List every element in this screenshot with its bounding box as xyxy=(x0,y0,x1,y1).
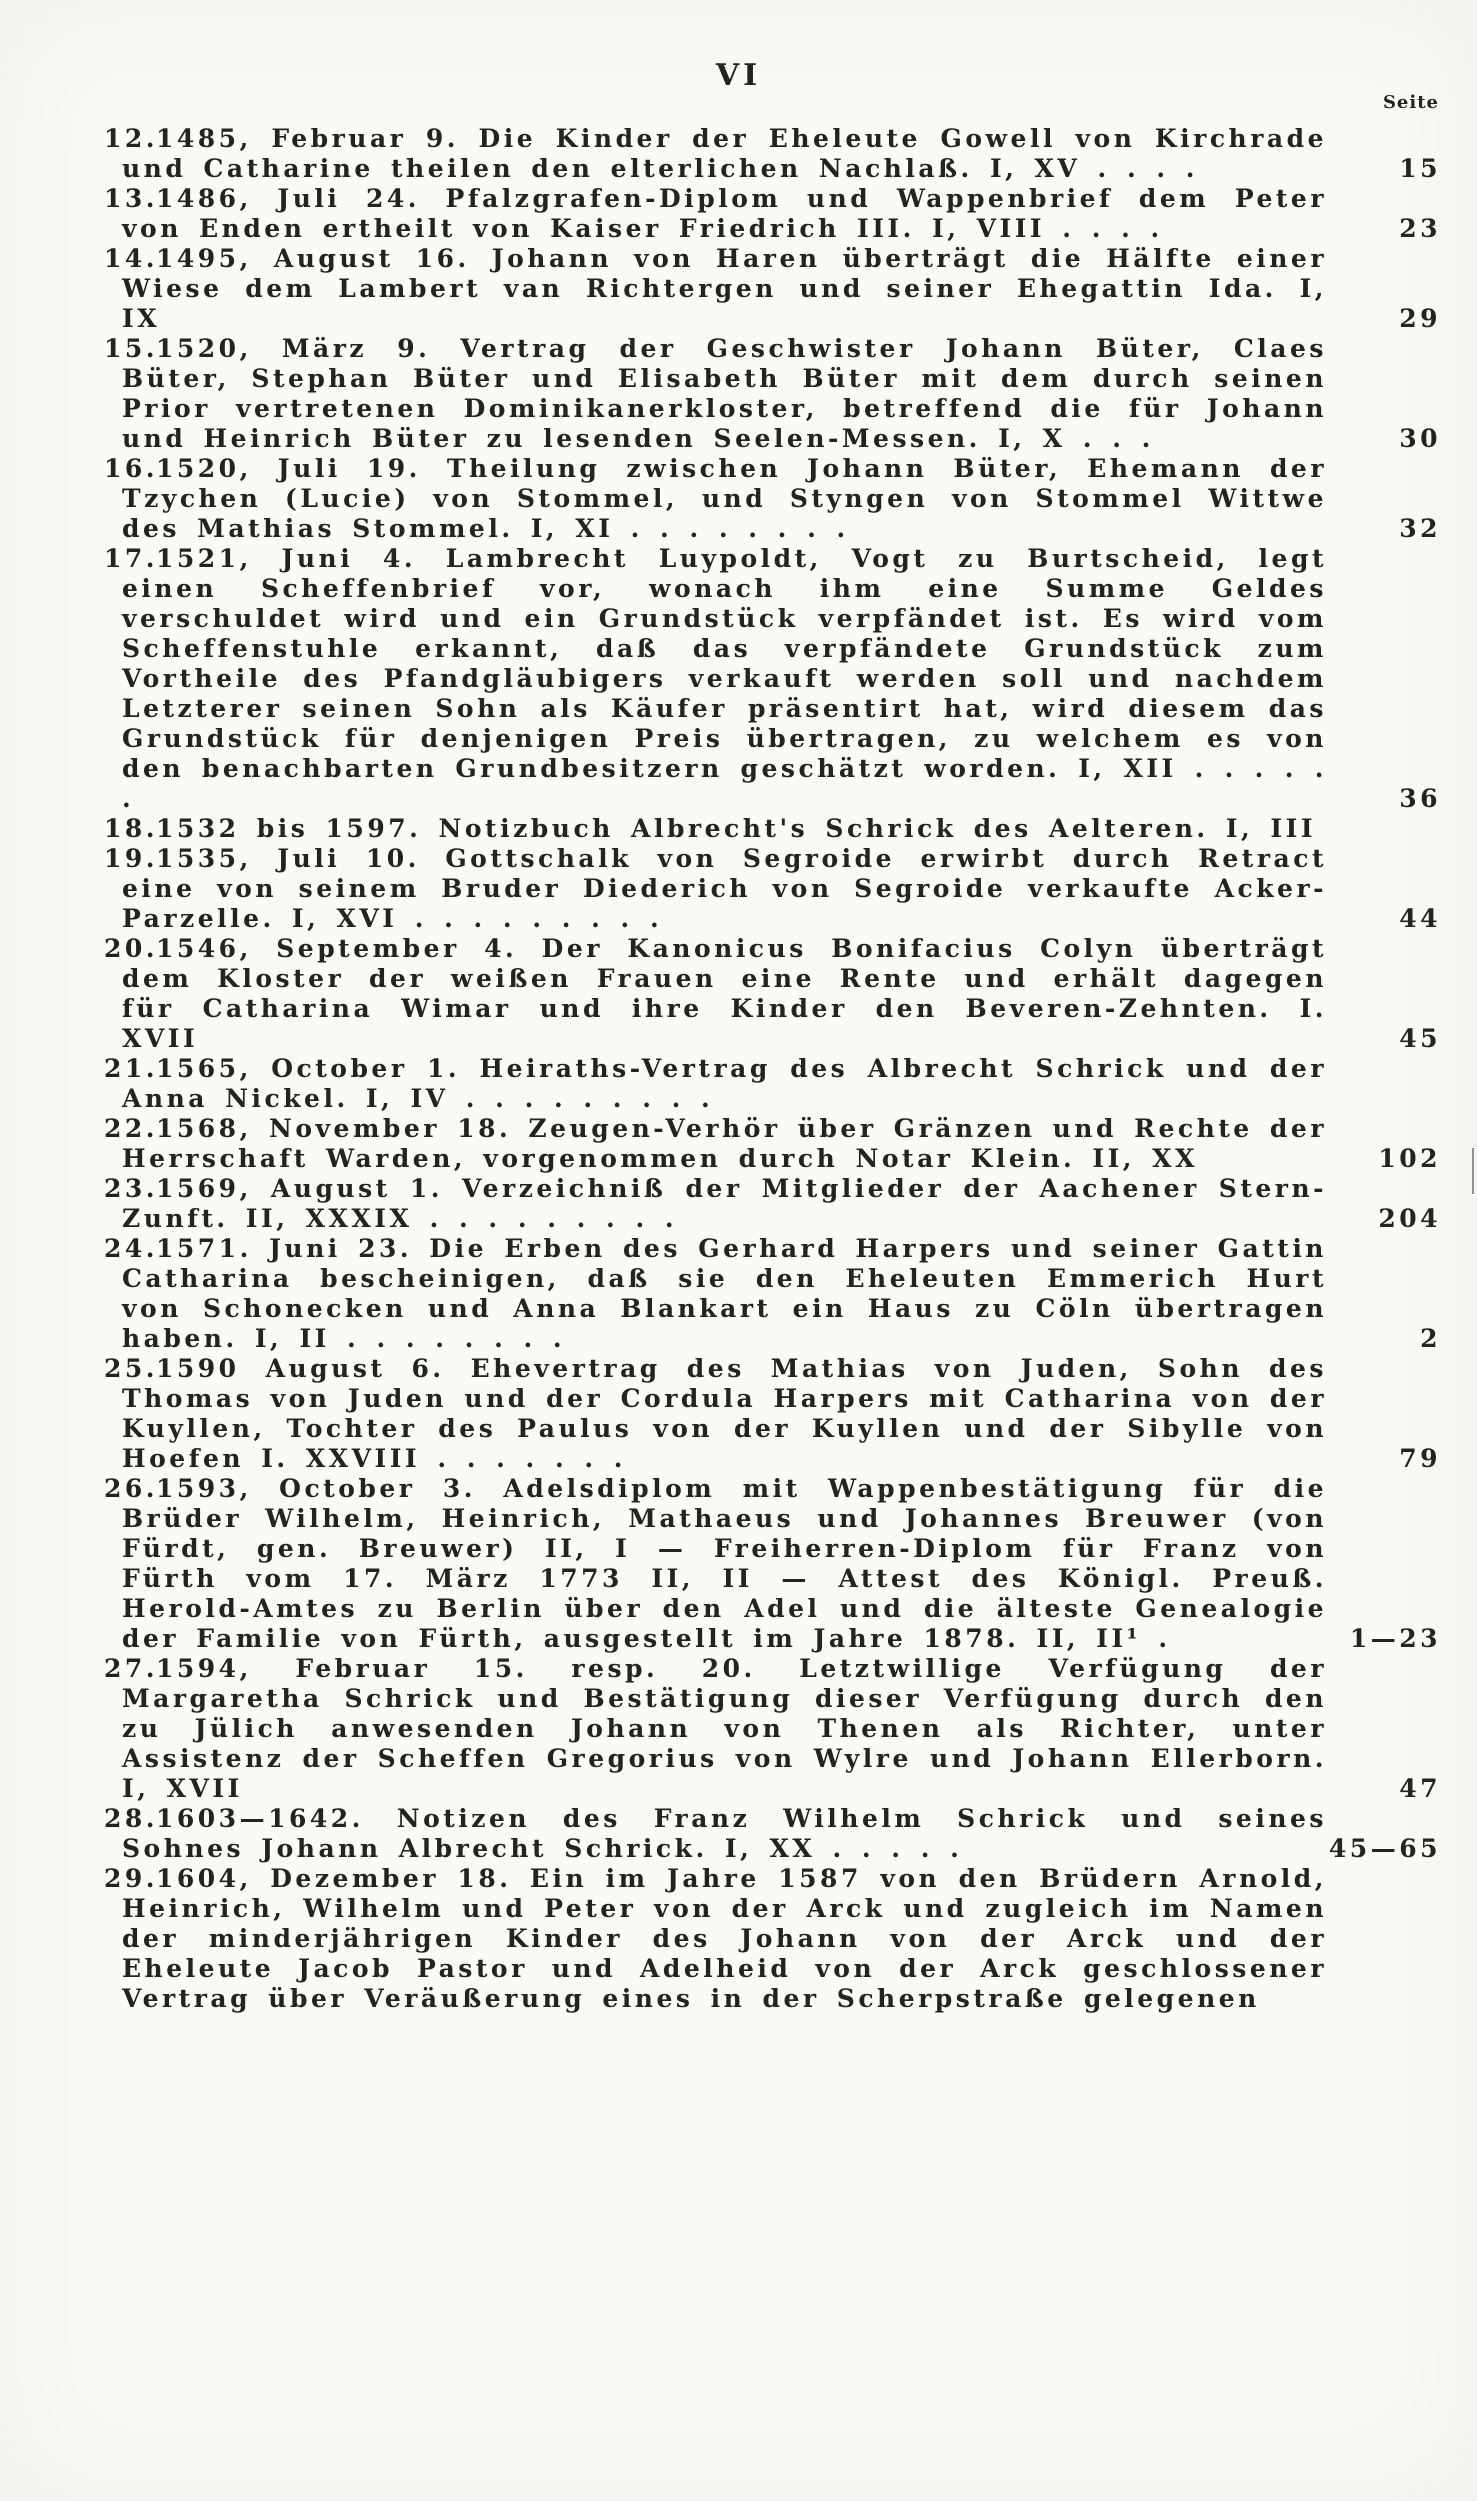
entry-page-number: 44 xyxy=(1399,904,1441,933)
entry-text: 1486, Juli 24. Pfalzgrafen-Diplom und Wappenbrief dem Peter von Enden ertheilt von Kaiser Friedrich III. I, VIII . . . . xyxy=(122,184,1327,243)
entry-page-number: 30 xyxy=(1399,424,1441,453)
entry-page-number: 15 xyxy=(1399,154,1441,183)
entry-number: 13. xyxy=(104,184,158,213)
entry-page-number: 45—65 xyxy=(1328,1834,1441,1863)
toc-entry-29 xyxy=(0,1864,1477,2014)
toc-entry-28 xyxy=(0,1804,1477,1864)
entry-number: 22. xyxy=(104,1114,158,1143)
entry-text: 1495, August 16. Johann von Haren überträgt die Hälfte einer Wiese dem Lambert van Richtergen und seiner Ehegattin Ida. I, IX xyxy=(122,244,1327,333)
entry-number: 21. xyxy=(104,1054,158,1083)
entry-text: 1593, October 3. Adelsdiplom mit Wappenbestätigung für die Brüder Wilhelm, Heinrich, Mathaeus und Johannes Breuwer (von Fürdt, gen. Breuwer) II, I — Freiherren-Diplom für Franz von Fürth vom 17. März 1773 II, II — Attest des Königl. Preuß. Herold-Amtes zu Berlin über den Adel und die älteste Genealogie der Familie von Fürth, ausgestellt im Jahre 1878. II, II¹ . xyxy=(122,1474,1327,1653)
toc-entry-19 xyxy=(0,844,1477,934)
entry-number: 20. xyxy=(104,934,158,963)
entry-number: 29. xyxy=(104,1864,158,1893)
entry-text: 1485, Februar 9. Die Kinder der Eheleute Gowell von Kirchrade und Catharine theilen den elterlichen Nachlaß. I, XV . . . . xyxy=(122,124,1327,183)
entry-text: 1520, Juli 19. Theilung zwischen Johann Büter, Ehemann der Tzychen (Lucie) von Stommel, und Styngen von Stommel Wittwe des Mathias Stommel. I, XI . . . . . . . . xyxy=(122,454,1327,543)
entry-number: 24. xyxy=(104,1234,158,1263)
entry-text: 1568, November 18. Zeugen-Verhör über Gränzen und Rechte der Herrschaft Warden, vorgenommen durch Notar Klein. II, XX xyxy=(122,1114,1327,1173)
entry-number: 28. xyxy=(104,1804,158,1833)
toc-entry-27 xyxy=(0,1654,1477,1804)
entry-page-number: 204 xyxy=(1378,1204,1441,1233)
toc-entry-18 xyxy=(0,814,1477,844)
entry-number: 18. xyxy=(104,814,158,843)
toc-entry-23 xyxy=(0,1174,1477,1234)
entry-number: 19. xyxy=(104,844,158,873)
entry-page-number: 45 xyxy=(1399,1024,1441,1053)
toc-entry-13 xyxy=(0,184,1477,244)
toc-entry-17 xyxy=(0,544,1477,814)
toc-entry-22 xyxy=(0,1114,1477,1174)
toc-entry-16 xyxy=(0,454,1477,544)
entry-text: 1603—1642. Notizen des Franz Wilhelm Schrick und seines Sohnes Johann Albrecht Schrick. I, XX . . . . . xyxy=(122,1804,1327,1863)
entry-page-number: 23 xyxy=(1399,214,1441,243)
entry-number: 12. xyxy=(104,124,158,153)
entry-page-number: 79 xyxy=(1399,1444,1441,1473)
toc-entry-26 xyxy=(0,1474,1477,1654)
entry-text: 1535, Juli 10. Gottschalk von Segroide erwirbt durch Retract eine von seinem Bruder Diederich von Segroide verkaufte Acker-Parzelle. I, XVI . . . . . . . . . xyxy=(122,844,1327,933)
seite-column-header: Seite xyxy=(1382,92,1439,113)
entry-text: 1532 bis 1597. Notizbuch Albrecht's Schrick des Aelteren. I, III xyxy=(156,814,1317,843)
entry-page-number: 47 xyxy=(1399,1774,1441,1803)
scan-artifact-line xyxy=(1472,1148,1474,1194)
entry-text: 1604, Dezember 18. Ein im Jahre 1587 von den Brüdern Arnold, Heinrich, Wilhelm und Peter von der Arck und zugleich im Namen der minderjährigen Kinder des Johann von der Arck und der Eheleute Jacob Pastor und Adelheid von der Arck geschlossener Vertrag über Veräußerung eines in der Scherpstraße gelegenen xyxy=(122,1864,1327,2013)
toc-entry-14 xyxy=(0,244,1477,334)
entry-page-number: 36 xyxy=(1399,784,1441,813)
entry-page-number: 1—23 xyxy=(1349,1624,1441,1653)
entry-number: 23. xyxy=(104,1174,158,1203)
entry-page-number: 102 xyxy=(1378,1144,1441,1173)
entry-number: 14. xyxy=(104,244,158,273)
toc-entry-12 xyxy=(0,124,1477,184)
entry-number: 15. xyxy=(104,334,158,363)
page-roman-numeral: VI xyxy=(715,58,762,93)
table-of-contents xyxy=(0,124,1477,2014)
entry-page-number: 29 xyxy=(1399,304,1441,333)
entry-text: 1571. Juni 23. Die Erben des Gerhard Harpers und seiner Gattin Catharina bescheinigen, daß sie den Eheleuten Emmerich Hurt von Schonecken und Anna Blankart ein Haus zu Cöln übertragen haben. I, II . . . . . . . . xyxy=(122,1234,1327,1353)
entry-page-number: 32 xyxy=(1399,514,1441,543)
entry-page-number: 2 xyxy=(1420,1324,1441,1353)
entry-text: 1594, Februar 15. resp. 20. Letztwillige Verfügung der Margaretha Schrick und Bestätigung dieser Verfügung durch den zu Jülich anwesenden Johann von Thenen als Richter, unter Assistenz der Scheffen Gregorius von Wylre und Johann Ellerborn. I, XVII xyxy=(122,1654,1327,1803)
entry-text: 1569, August 1. Verzeichniß der Mitglieder der Aachener Stern-Zunft. II, XXXIX . . . . . . . . . xyxy=(122,1174,1327,1233)
toc-entry-25 xyxy=(0,1354,1477,1474)
entry-text: 1590 August 6. Ehevertrag des Mathias von Juden, Sohn des Thomas von Juden und der Cordula Harpers mit Catharina von der Kuyllen, Tochter des Paulus von der Kuyllen und der Sibylle von Hoefen I. XXVIII . . . . . . . xyxy=(122,1354,1327,1473)
toc-entry-21 xyxy=(0,1054,1477,1114)
entry-number: 17. xyxy=(104,544,158,573)
entry-number: 27. xyxy=(104,1654,158,1683)
entry-text: 1546, September 4. Der Kanonicus Bonifacius Colyn überträgt dem Kloster der weißen Frauen eine Rente und erhält dagegen für Catharina Wimar und ihre Kinder den Beveren-Zehnten. I. XVII xyxy=(122,934,1327,1053)
toc-entry-20 xyxy=(0,934,1477,1054)
entry-number: 25. xyxy=(104,1354,158,1383)
entry-text: 1520, März 9. Vertrag der Geschwister Johann Büter, Claes Büter, Stephan Büter und Elisabeth Büter mit dem durch seinen Prior vertretenen Dominikanerkloster, betreffend die für Johann und Heinrich Büter zu lesenden Seelen-Messen. I, X . . . xyxy=(122,334,1327,453)
entry-text: 1565, October 1. Heiraths-Vertrag des Albrecht Schrick und der Anna Nickel. I, IV . . . . . . . . . xyxy=(122,1054,1327,1113)
toc-entry-15 xyxy=(0,334,1477,454)
entry-number: 16. xyxy=(104,454,158,483)
toc-entry-24 xyxy=(0,1234,1477,1354)
entry-text: 1521, Juni 4. Lambrecht Luypoldt, Vogt zu Burtscheid, legt einen Scheffenbrief vor, wonach ihm eine Summe Geldes verschuldet wird und ein Grundstück verpfändet ist. Es wird vom Scheffenstuhle erkannt, daß das verpfändete Grundstück zum Vortheile des Pfandgläubigers verkauft werden soll und nachdem Letzterer seinen Sohn als Käufer präsentirt hat, wird diesem das Grundstück für denjenigen Preis übertragen, zu welchem es von den benachbarten Grundbesitzern geschätzt worden. I, XII . . . . . . xyxy=(122,544,1327,813)
entry-number: 26. xyxy=(104,1474,158,1503)
